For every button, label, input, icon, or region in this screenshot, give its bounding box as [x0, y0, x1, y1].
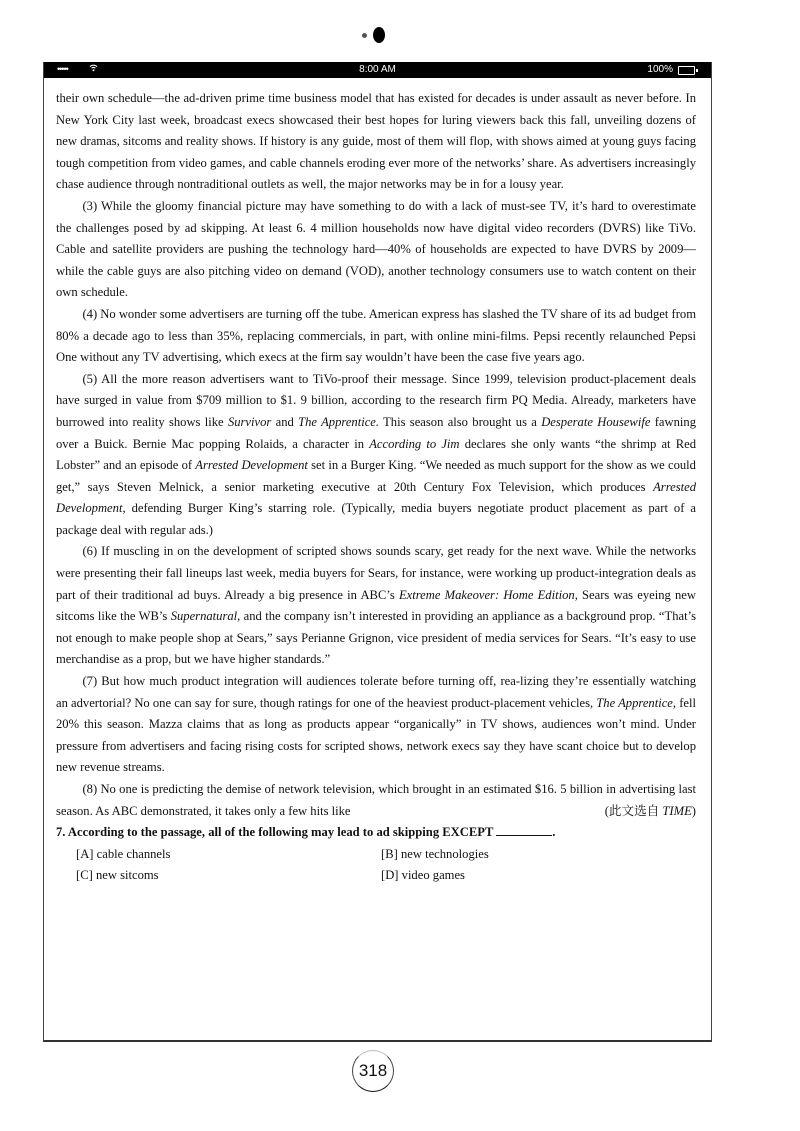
device-screen — [43, 62, 712, 1042]
signal-icon: ••••• — [57, 64, 68, 74]
paragraph-7: (7) But how much product integration will audiences tolerate before turning off, rea-lizing they’re essentially watching an advertorial? No one can say for sure, though ratings for one of the heaviest product-placement vehicles, The Apprentice, fell 20% this season. Mazza claims that as long as products appear “organically” in TV shows, audiences won’t mind. Under pressure from advertisers and facing rising costs for scripted shows, network execs say they have scant choice but to develop new revenue streams. — [56, 674, 696, 775]
sensor-icon — [362, 33, 367, 38]
page-number: 318 — [352, 1050, 394, 1092]
paragraph-6: (6) If muscling in on the development of scripted shows sounds scary, get ready for the next wave. While the networks were presenting their fall lineups last week, media buyers for Sears, for instance, were working up product-integration deals as part of their traditional ad buys. Already a big presence in ABC’s Extreme Makeover: Home Edition, Sears was eyeing new sitcoms like the WB’s Supernatural, and the company isn’t interested in providing an appliance as a background prop. “That’s not enough to make people shop at Sears,” says Perianne Grignon, vice president of media services for Sears. “It’s easy to use merchandise as a prop, but we have higher standards.” — [56, 544, 697, 667]
paragraph-3: (3) While the gloomy financial picture may have something to do with a lack of must-see TV, it’s hard to overestimate the challenges posed by ad skipping. At least 6. 4 million households now have digital video recorders (DVRS) like TiVo. Cable and satellite providers are pushing the technology hard—40% of households are expected to have DVRS by 2009—while the cable guys are also pitching video on demand (VOD), another technology consumers use to watch content on their own schedule. — [56, 198, 696, 300]
source-citation: (此文选自 TIME) — [604, 803, 696, 818]
option-a[interactable]: [A] cable channels — [76, 846, 171, 861]
answer-blank — [496, 823, 552, 836]
battery-percent: 100% — [647, 64, 673, 75]
paragraph-intro: their own schedule—the ad-driven prime time business model that has existed for decades is under assault as never before. In New York City last week, broadcast execs showcased their best hopes for luring viewers back this fall, unveiling dozens of new dramas, sitcoms and reality shows. If history is any guide, most of them will flop, with shows aimed at young guys facing tough competition from video games, and cable channels eroding ever more of the networks’ share. As advertisers increasingly chase audience through nontraditional outlets as well, the major networks may be in for a lousy year. — [56, 91, 696, 192]
camera-icon — [373, 27, 385, 43]
paragraph-4: (4) No wonder some advertisers are turning off the tube. American express has slashed the TV share of its ad budget from 80% a decade ago to less than 35%, replacing commercials, in part, with online mini-films. Pepsi recently relaunched Pepsi One without any TV advertising, which execs at the firm say wouldn’t have been the case five years ago. — [56, 306, 696, 365]
option-b[interactable]: [B] new technologies — [381, 846, 489, 861]
option-c[interactable]: [C] new sitcoms — [76, 868, 159, 883]
paragraph-8: (8) No one is predicting the demise of network television, which brought in an estimated $16. 5 billion in advertising last season. As ABC demonstrated, it takes only a few hits like (此文选自 TIME) — [56, 779, 696, 822]
camera-area — [0, 26, 800, 46]
status-time: 8:00 AM — [359, 64, 396, 75]
status-bar — [44, 62, 711, 78]
battery-icon — [678, 66, 695, 75]
option-d[interactable]: [D] video games — [381, 868, 465, 883]
reading-content — [56, 88, 696, 887]
answer-options — [56, 844, 696, 887]
paragraph-5: (5) All the more reason advertisers want to TiVo-proof their message. Since 1999, television product-placement deals have surged in value from $709 million to $1. 9 billion, according to the research firm PQ Media. Already, marketers have burrowed into reality shows like Survivor and The Apprentice. This season also brought us a Desperate Housewife fawning over a Buick. Bernie Mac popping Rolaids, a character in According to Jim declares she only wants “the shrimp at Red Lobster” and an episode of Arrested Development set in a Burger King. “We needed as much support for the show as we could get,” says Steven Melnick, a senior marketing executive at 20th Century Fox Television, which produces Arrested Development, defending Burger King’s starring role. (Typically, media buyers negotiate product placement as part of a package deal with regular ads.) — [56, 371, 696, 537]
question-7: 7. According to the passage, all of the following may lead to ad skipping EXCEPT . — [56, 825, 556, 840]
